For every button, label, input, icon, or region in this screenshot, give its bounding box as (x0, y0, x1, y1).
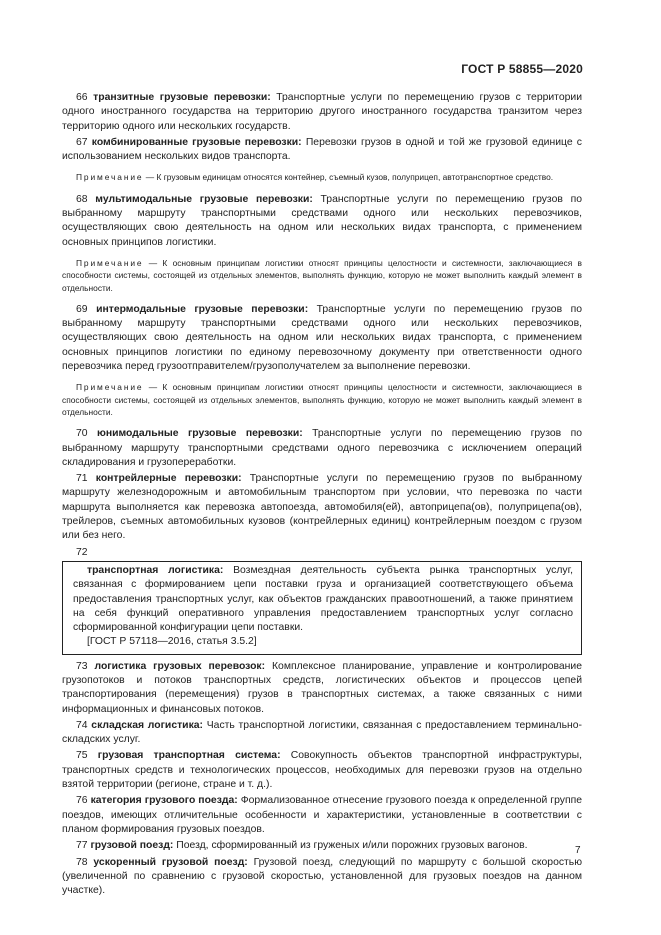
term-77 (62, 839, 582, 853)
term-title: контрейлерные перевозки: (95, 473, 242, 485)
note-text: — К основным принципам логистики относят принципы целостности и системности, заключающиеся в способности системы, состоящей из отдельных элементов, выполнять функцию, которую не может выполнить каждый элемент в отдельности. (62, 257, 582, 293)
term-73 (62, 660, 582, 717)
term-title: категория грузового поезда: (90, 795, 238, 807)
term-number: 70 (76, 428, 88, 440)
term-number: 74 (76, 719, 88, 731)
note-2 (62, 257, 582, 294)
note-text: — К грузовым единицам относятся контейнер, съемный кузов, полуприцеп, автотранспортное средство. (143, 172, 554, 183)
term-71 (62, 472, 582, 543)
term-title: грузовая транспортная система: (97, 750, 281, 762)
term-number: 69 (76, 303, 88, 315)
term-title: юнимодальные грузовые перевозки: (96, 428, 303, 440)
term-70 (62, 427, 582, 470)
term-title: ускоренный грузовой поезд: (93, 856, 248, 868)
term-definition: Транспортные услуги по перемещению грузов по выбранному маршруту железнодорожным и автомобильным транспортом при условии, что перевозка по части маршрута выполняется как перевозка автопоезда, автомобиля(ей), автоприцепа(ов), полуприцепа(ов), трейлеров, съемных автомобильных кузовов (контрейлерных единиц) контрейлерным поездом с грузом или без него. (62, 473, 582, 542)
term-75 (62, 749, 582, 792)
term-definition: Транспортные услуги по перемещению грузов по выбранному маршруту транспортными средствами одного перевозчика с исключением операций складирования и грузопереработки. (62, 428, 582, 468)
term-title: транспортная логистика: (87, 564, 224, 576)
term-78 (62, 856, 582, 899)
term-74 (62, 719, 582, 748)
term-number: 67 (76, 136, 88, 148)
term-definition: Поезд, сформированный из груженых и/или порожних грузовых вагонов. (173, 840, 528, 852)
term-number: 77 (76, 840, 88, 852)
term-title: интермодальные грузовые перевозки: (96, 303, 309, 315)
term-title: логистика грузовых перевозок: (94, 660, 266, 672)
term-definition: Грузовой поезд, следующий по маршруту с большой скоростью (увеличенной по сравнению с грузовой скоростью, установленной для грузовых поездов на данном участке). (62, 856, 583, 897)
term-definition: Комплексное планирование, управление и контролирование грузопотоков и потоков транспортных средств, логистических объектов и процессов цепей транспортирования (перемещения) грузов в транспортных системах, а также связанных с ними информационных и финансовых потоков. (62, 660, 583, 715)
document-header: ГОСТ Р 58855—2020 (461, 62, 583, 76)
term-number: 76 (76, 795, 88, 807)
term-68 (62, 193, 582, 250)
term-title: складская логистика: (91, 719, 204, 731)
term-definition: Транспортные услуги по перемещению грузов по выбранному маршруту транспортными средствами одного или нескольких перевозчиков, осуществляющих свою деятельность на одном или нескольких видах транспорта, с применением основных принципов логистики по единому перевозочному документу при ответственности одного перевозчика перед грузоотправителем/грузополучателем за выполнение перевозки. (62, 303, 582, 373)
term-76 (62, 794, 582, 837)
term-67 (62, 136, 582, 165)
note-label: Примечание (76, 257, 144, 268)
page-number: 7 (575, 845, 581, 856)
term-66 (62, 91, 582, 134)
term-72-box (62, 561, 582, 655)
term-definition: Совокупность объектов транспортной инфраструктуры, транспортных средств и технологических процессов, необходимых для перевозки грузов на отдельно взятой территории (регионе, стране и т. д.). (62, 750, 583, 791)
term-number: 73 (76, 660, 88, 672)
term-definition: Возмездная деятельность субъекта рынка транспортных услуг, связанная с формированием цепи поставки груза и организацией соответствующего объема предоставления транспортных услуг, как объектов гражданских правоотношений, а также принятием на себя функций оперативного управления предоставлением транспортных услуг согласно сформированной конфигурации цепи поставки. (73, 564, 573, 634)
note-label: Примечание (76, 172, 144, 183)
term-title: комбинированные грузовые перевозки: (91, 136, 302, 148)
term-title: грузовой поезд: (90, 840, 174, 852)
term-number: 75 (76, 750, 88, 762)
term-definition: Часть транспортной логистики, связанная с предоставлением терминально-складских услуг. (62, 719, 582, 746)
note-1 (62, 171, 582, 183)
term-number: 78 (76, 856, 88, 868)
term-number: 68 (76, 193, 88, 205)
note-label: Примечание (76, 382, 144, 393)
term-definition: Транспортные услуги по перемещению грузов с территории одного иностранного государства на территорию другого иностранного государства транзитом через территорию одного или нескольких государств. (62, 92, 582, 132)
term-definition: Перевозки грузов в одной и той же грузовой единице с использованием нескольких видов транспорта. (62, 136, 583, 163)
term-number: 66 (76, 92, 88, 103)
term-number: 71 (76, 473, 88, 485)
term-title: мультимодальные грузовые перевозки: (95, 193, 313, 205)
term-source: [ГОСТ Р 57118—2016, статья 3.5.2] (87, 636, 257, 648)
term-definition: Формализованное отнесение грузового поезда к определенной группе поездов, имеющих отличительные особенности и характеристики, установленные в соответствии с планом формирования грузовых поездов. (62, 795, 582, 835)
term-69 (62, 303, 582, 374)
term-definition: Транспортные услуги по перемещению грузов по выбранному маршруту транспортными средствами одного или нескольких перевозчиков, осуществляющих свою деятельность на одном или нескольких видах транспорта, с применением основных принципов логистики. (62, 193, 582, 248)
note-text: — К основным принципам логистики относят принципы целостности и системности, заключающиеся в способности системы, состоящей из отдельных элементов, выполнять функцию, которую не может выполнить каждый элемент в отдельности. (62, 382, 582, 417)
document-body (62, 91, 582, 900)
term-title: транзитные грузовые перевозки: (93, 92, 271, 103)
term-72-number: 72 (76, 546, 88, 558)
note-3 (62, 381, 582, 418)
